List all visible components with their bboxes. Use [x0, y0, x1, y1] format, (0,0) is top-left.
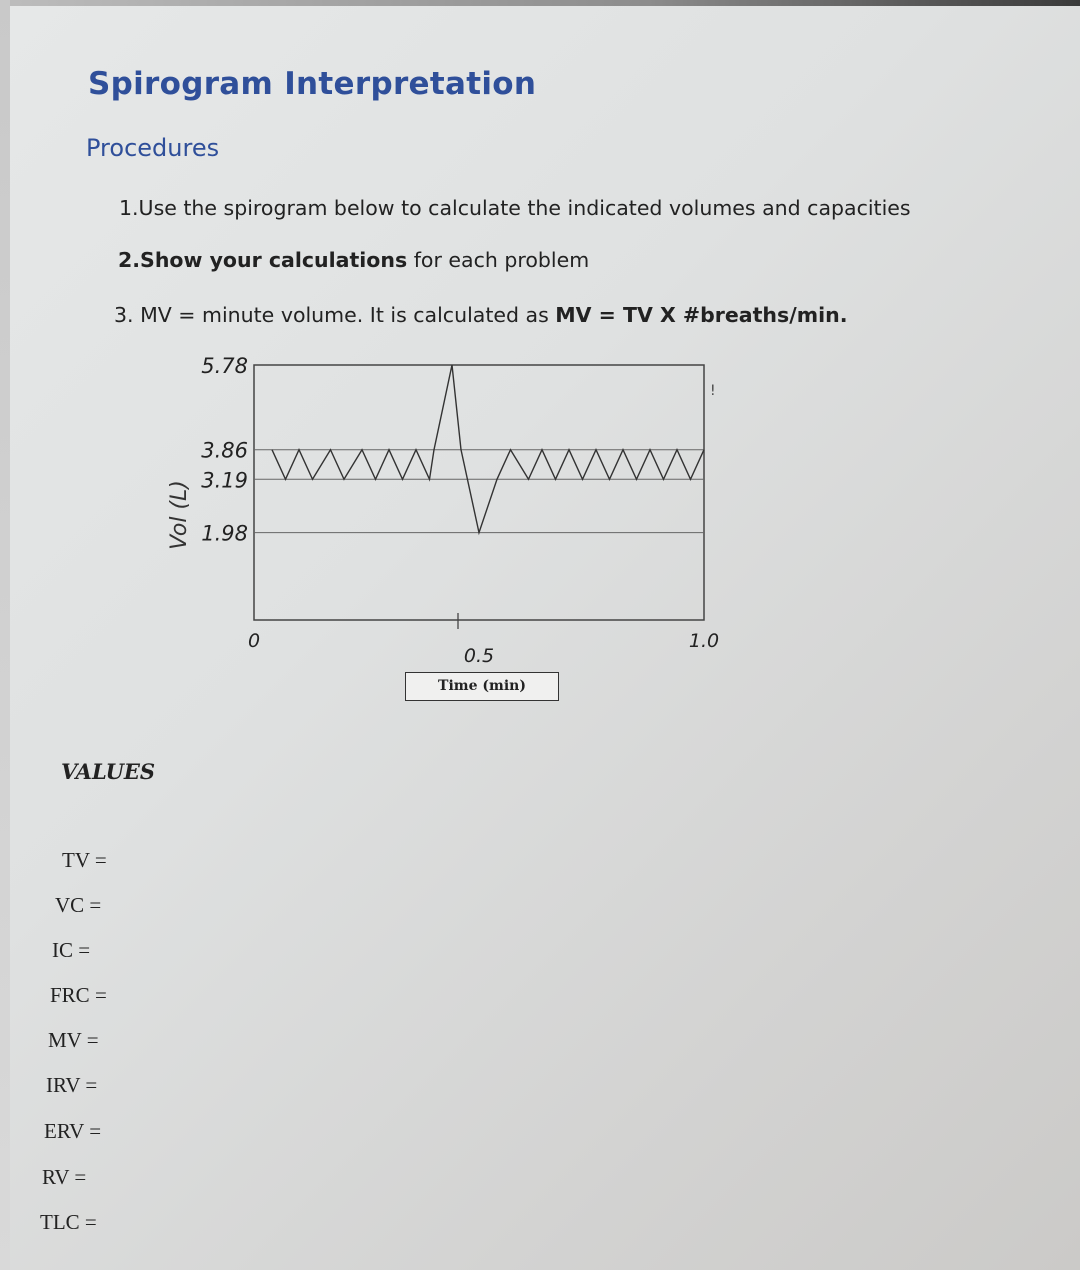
- page-edge-top: [0, 0, 1080, 6]
- y-axis-label: Vol (L): [167, 480, 192, 550]
- y-tick-label: 3.19: [201, 468, 248, 493]
- procedure-step-1: 1.Use the spirogram below to calculate the indicated volumes and capacities: [119, 196, 911, 220]
- x-tick-label: 1.0: [688, 630, 720, 652]
- y-tick-label: 5.78: [201, 354, 248, 378]
- x-tick-label: 0.5: [463, 645, 495, 665]
- margin-mark: !: [710, 383, 716, 399]
- erv-label: ERV =: [44, 1119, 102, 1143]
- mv-formula: MV = TV X #breaths/min.: [555, 303, 848, 327]
- tlc-label: TLC =: [40, 1210, 97, 1234]
- irv-label: IRV =: [46, 1073, 98, 1097]
- page-edge-left: [0, 0, 10, 1270]
- mv-label: MV =: [48, 1028, 99, 1052]
- plot-frame: [254, 365, 704, 620]
- rv-label: RV =: [42, 1165, 87, 1189]
- x-axis-label: Time (min): [405, 672, 559, 701]
- tv-label: TV =: [62, 848, 107, 872]
- procedure-step-3-text: 3. MV = minute volume. It is calculated as: [114, 303, 556, 327]
- page-title: Spirogram Interpretation: [88, 66, 537, 102]
- spirogram-chart: [150, 345, 730, 665]
- y-tick-label: 3.86: [201, 438, 248, 463]
- y-tick-label: 1.98: [201, 521, 248, 546]
- section-heading: Procedures: [86, 134, 220, 162]
- volume-trace: [272, 365, 704, 533]
- values-heading: VALUES: [61, 759, 156, 784]
- frc-label: FRC =: [50, 983, 107, 1007]
- ic-label: IC =: [52, 938, 91, 962]
- y-tick-labels: [201, 354, 248, 546]
- procedure-step-2: [118, 248, 589, 272]
- x-tick-labels: [248, 630, 719, 665]
- procedure-step-2-bold: 2.Show your calculations: [118, 248, 408, 272]
- procedure-step-2-rest: for each problem: [407, 248, 590, 272]
- vc-label: VC =: [55, 893, 102, 917]
- reference-lines: [254, 450, 704, 533]
- procedure-step-3: [114, 303, 847, 327]
- x-tick-label: 0: [247, 630, 261, 652]
